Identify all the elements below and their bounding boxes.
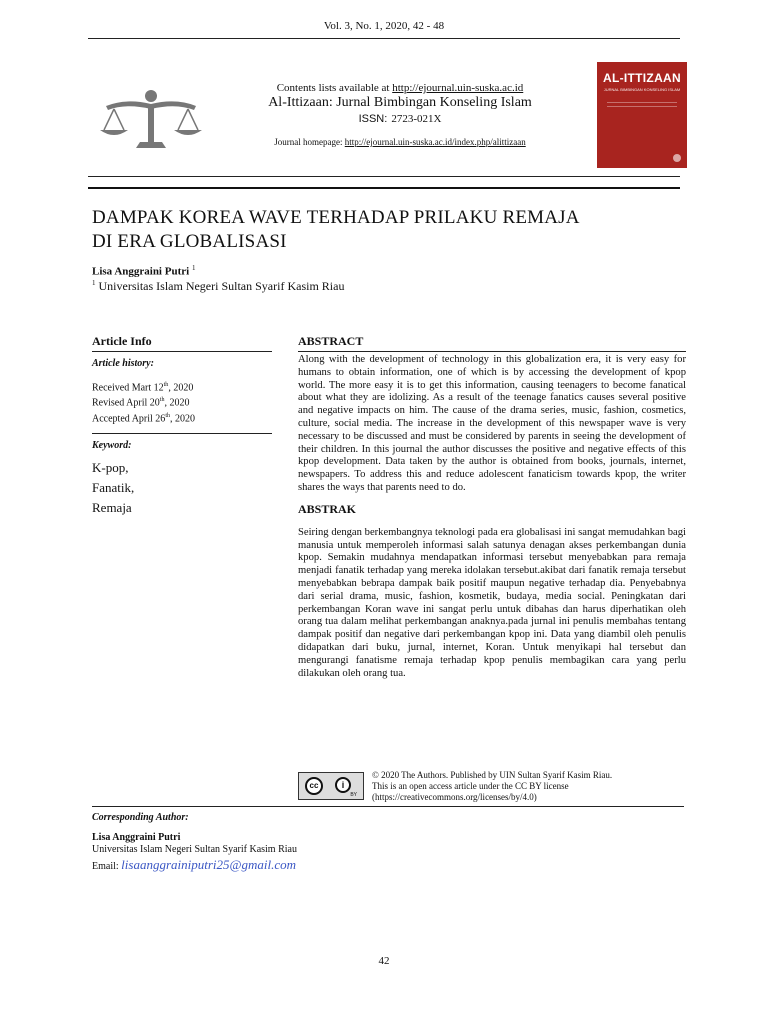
article-info-heading: Article Info <box>92 334 272 352</box>
abstract-text: Along with the development of technology in this globalization era, it is very easy for humans to obtain information, one of which is by accessing the development of kpop world. The more easy it is to get this information, causing teenagers to become fanatical about what they are idolizing. As a result of the teenage fanatics causes several positive and negative impacts on him. The cause of the drama series, music, fashion, cosmetics, culture, social media. The increase in the development of this newspaper wave is very necessary to be discussed and must be considered by parents in seeing the development of their children. In this journal the author discusses the positive and negative effects of this kpop development. Data taken by the author is obtained from books, journals, internet, newspapers. To address this and reduce adolescent fanaticism towards kpop, the writer shares the ways that parents need to do. <box>298 354 686 493</box>
affiliation-line <box>92 279 344 294</box>
keyword-item: Remaja <box>92 499 132 515</box>
homepage-line <box>220 137 580 147</box>
journal-cover-image <box>597 62 687 168</box>
affiliation-sup: 1 <box>92 279 96 287</box>
cover-rule <box>607 102 677 103</box>
author-sup: 1 <box>191 264 196 272</box>
info-divider <box>92 433 272 434</box>
email-label: Email: <box>92 861 122 872</box>
issn-line <box>220 113 580 125</box>
accepted-date: Accepted April 26th, 2020 <box>92 412 195 424</box>
corresponding-name: Lisa Anggraini Putri <box>92 832 181 843</box>
abstract-column <box>298 334 686 680</box>
keyword-item: K-pop, <box>92 459 129 475</box>
abstrak-heading: ABSTRAK <box>298 501 357 516</box>
received-date: Received Mart 12th, 2020 <box>92 382 194 394</box>
license-line-1: © 2020 The Authors. Published by UIN Sultan Syarif Kasim Riau. <box>372 770 613 780</box>
title-line-2: DI ERA GLOBALISASI <box>92 231 287 252</box>
cover-rule <box>607 106 677 107</box>
journal-header <box>220 82 580 147</box>
keyword-item: Fanatik, <box>92 479 135 495</box>
corresponding-heading: Corresponding Author: <box>92 812 189 823</box>
license-line-2: This is an open access article under the CC BY license <box>372 781 569 791</box>
abstract-heading: ABSTRACT <box>298 334 686 352</box>
page-number: 42 <box>378 955 390 967</box>
homepage-prefix: Journal homepage: <box>274 137 345 147</box>
contents-prefix: Contents lists available at <box>276 82 393 94</box>
header-rule-thick <box>88 187 680 189</box>
license-line-3: (https://creativecommons.org/licenses/by/4.0) <box>372 792 537 802</box>
journal-scales-logo-icon <box>96 86 206 154</box>
keyword-label: Keyword: <box>92 439 132 451</box>
article-info-column <box>92 334 272 518</box>
journal-title: Al-Ittizaan: Jurnal Bimbingan Konseling Islam <box>268 95 532 110</box>
contents-link[interactable]: http://ejournal.uin-suska.ac.id <box>392 82 524 94</box>
keyword-list <box>92 458 272 518</box>
author-line <box>92 264 195 278</box>
cover-title: AL-ITTIZAAN <box>603 71 681 85</box>
revised-date: Revised April 20th, 2020 <box>92 397 190 409</box>
issn-value: 2723-021X <box>391 113 442 125</box>
header-rule-top <box>88 38 680 39</box>
header-rule-bottom <box>88 176 680 177</box>
corresponding-affiliation: Universitas Islam Negeri Sultan Syarif Kasim Riau <box>92 844 297 855</box>
article-title <box>92 206 692 254</box>
abstrak-text: Seiring dengan berkembangnya teknologi pada era globalisasi ini sangat memudahkan bagi manusia untuk memperoleh informasi salah satunya denagan akses perkembangan dunia kpop. Semakin mudahnya mendapatkan informasi tersebut menyebabkan para remaja menjadi fanatik terhadap yang mereka idolakan tersebut.akibat dari fanatik remaja tersebut menyebabkan bebrapa dampak baik positif maupun negative terhadap dia. Penyebabnya dari serial drama, music, fashion, kosmetik, budaya, media social. Peningkatan dari perkembangan Koran wave ini sangat perlu untuk dibahas dan harus diperhatikan oleh orang tua dalam melihat perkembangan anaknya.pada jurnal ini penulis membahas tentang dampak positif dan negative dari perkembangan kpop ini. Data yang diambil oleh penulis didapatkan dari buku, jurnal, internet, Koran. Untuk menyikapi hal tersebut dan mengurangi fanatisme remaja terhadap kpop penulis membagikan cara yang perlu dilakukan oleh orang tua. <box>298 526 686 679</box>
history-label: Article history: <box>92 358 154 369</box>
badge-label: BY <box>350 792 357 798</box>
cover-subtitle: JURNAL BIMBINGAN KONSELING ISLAM <box>603 87 681 92</box>
cover-emblem-icon <box>673 154 681 162</box>
homepage-link[interactable]: http://ejournal.uin-suska.ac.id/index.php/alittizaan <box>344 137 526 147</box>
corresponding-email-line <box>92 857 684 873</box>
corresponding-divider <box>92 806 684 807</box>
license-text <box>372 770 682 803</box>
author-name: Lisa Anggraini Putri <box>92 265 190 278</box>
corresponding-author-block <box>92 806 684 873</box>
cc-icon: cc <box>305 777 323 795</box>
affiliation-text: Universitas Islam Negeri Sultan Syarif Kasim Riau <box>98 279 345 293</box>
email-link[interactable]: lisaanggrainiputri25@gmail.com <box>121 857 296 872</box>
contents-line <box>220 82 580 94</box>
volume-line: Vol. 3, No. 1, 2020, 42 - 48 <box>323 20 445 32</box>
issn-label: ISSN: <box>358 113 388 125</box>
title-line-1: DAMPAK KOREA WAVE TERHADAP PRILAKU REMAJA <box>92 207 580 228</box>
history-dates <box>92 379 272 425</box>
cc-by-license-badge <box>298 772 364 800</box>
attribution-icon: i <box>335 777 351 793</box>
